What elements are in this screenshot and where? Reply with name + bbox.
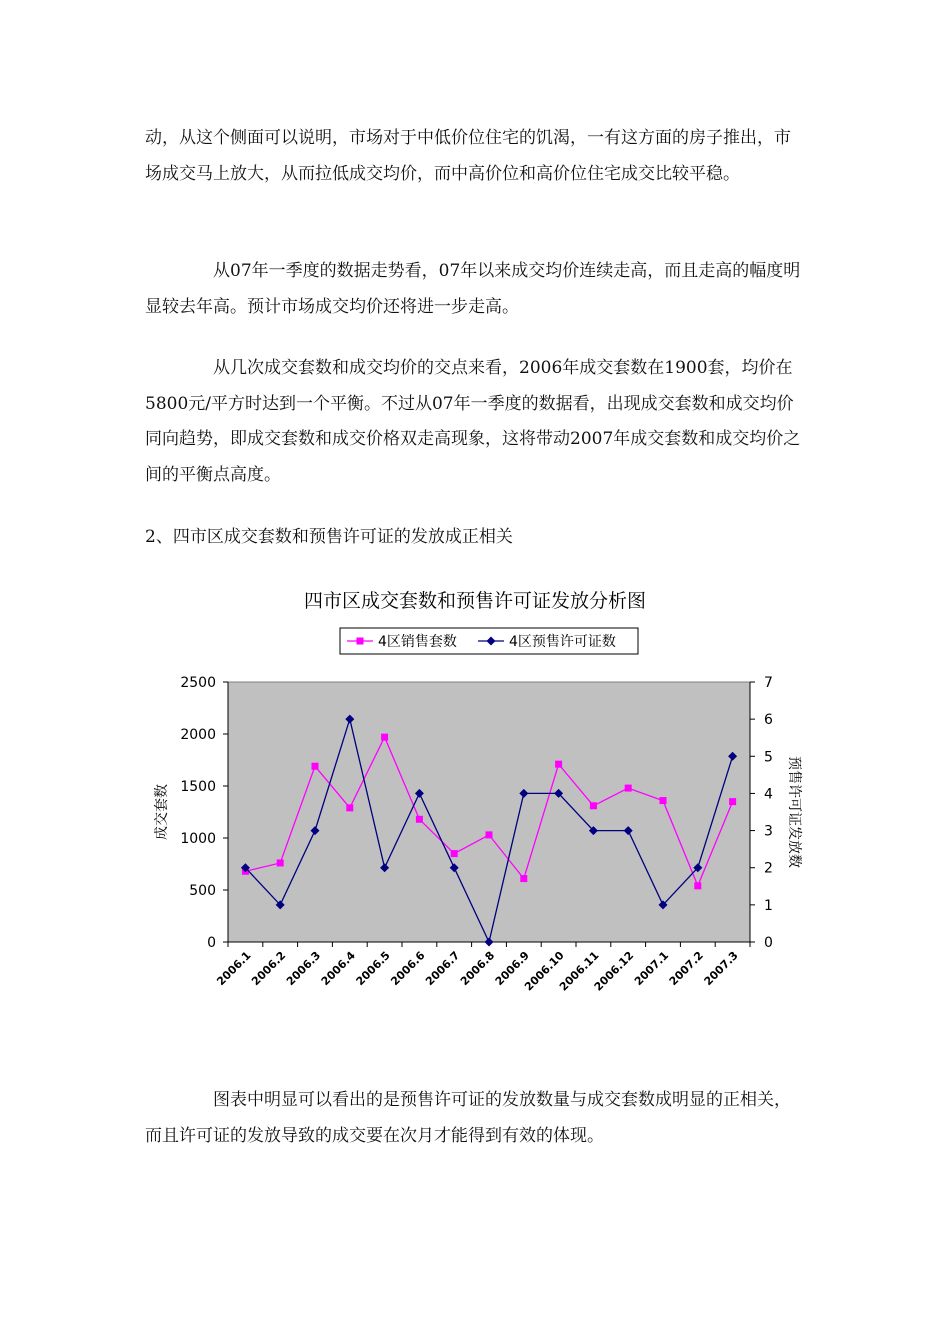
y2-axis-label: 预售许可证发放数: [786, 756, 802, 868]
legend-marker-sales: [357, 638, 364, 645]
right-tick-label: 6: [764, 712, 773, 729]
paragraph-3: 从几次成交套数和成交均价的交点来看，2006年成交套数在1900套，均价在5800元/平方时达到一个平衡。不过从07年一季度的数据看，出现成交套数和成交均价同向趋势，即成交套数和成交价格双走高现象，这将带动2007年成交套数和成交均价之间的平衡点高度。: [145, 358, 801, 485]
x-tick-label: 2006.11: [556, 948, 602, 994]
data-point-sales: [346, 804, 353, 811]
left-tick-label: 500: [189, 883, 216, 899]
x-tick-label: 2006.3: [283, 948, 324, 989]
data-point-sales: [729, 798, 736, 805]
legend-label-sales: 4区销售套数: [378, 634, 457, 650]
right-axis: [750, 675, 773, 951]
x-tick-label: 2006.8: [457, 948, 498, 989]
data-point-sales: [625, 785, 632, 792]
right-tick-label: 4: [764, 786, 773, 803]
right-tick-label: 0: [764, 935, 773, 951]
data-point-sales: [660, 797, 667, 804]
paragraph-1: 动，从这个侧面可以说明，市场对于中低价位住宅的饥渴，一有这方面的房子推出，市场成交马上放大，从而拉低成交均价，而中高价位和高价位住宅成交比较平稳。: [145, 128, 791, 184]
right-tick-label: 1: [764, 897, 773, 914]
right-tick-label: 3: [764, 823, 773, 840]
data-point-sales: [590, 802, 597, 809]
paragraph-2: 从07年一季度的数据走势看，07年以来成交均价连续走高，而且走高的幅度明显较去年高。预计市场成交均价还将进一步走高。: [145, 261, 801, 317]
data-point-sales: [520, 875, 527, 882]
left-tick-label: 2500: [180, 675, 216, 691]
right-tick-label: 5: [764, 749, 773, 766]
sales-permit-chart: [140, 575, 820, 1030]
data-point-sales: [486, 831, 493, 838]
x-tick-label: 2006.4: [318, 948, 358, 989]
data-point-sales: [277, 859, 284, 866]
x-tick-label: 2006.5: [353, 948, 393, 989]
chart-title: 四市区成交套数和预售许可证发放分析图: [303, 590, 647, 612]
data-point-sales: [312, 763, 319, 770]
data-point-sales: [694, 882, 701, 889]
left-tick-label: 1000: [180, 831, 216, 847]
data-point-sales: [381, 734, 388, 741]
data-point-sales: [451, 850, 458, 857]
x-tick-label: 2006.9: [492, 948, 532, 989]
left-tick-label: 1500: [180, 779, 216, 795]
data-point-sales: [416, 816, 423, 823]
legend-label-permits: 4区预售许可证数: [509, 634, 616, 650]
right-tick-label: 7: [764, 675, 773, 691]
x-tick-label: 2006.2: [249, 948, 289, 989]
x-tick-label: 2006.7: [423, 948, 463, 989]
left-tick-label: 0: [207, 935, 216, 951]
left-axis: [180, 675, 228, 951]
left-tick-label: 2000: [180, 727, 216, 743]
x-tick-label: 2006.6: [388, 948, 428, 989]
plot-area: [228, 682, 750, 942]
x-tick-label: 2007.1: [631, 948, 672, 989]
data-point-sales: [555, 761, 562, 768]
chart-legend: [340, 628, 638, 654]
x-axis: [214, 942, 750, 994]
right-tick-label: 2: [764, 860, 773, 877]
x-tick-label: 2007.2: [666, 948, 706, 989]
x-tick-label: 2006.10: [522, 948, 567, 994]
y-axis-label: 成交套数: [154, 784, 170, 840]
x-tick-label: 2006.1: [214, 948, 254, 989]
section-heading: 2、四市区成交套数和预售许可证的发放成正相关: [145, 527, 513, 547]
x-tick-label: 2007.3: [701, 948, 741, 989]
paragraph-4: 图表中明显可以看出的是预售许可证的发放数量与成交套数成明显的正相关，而且许可证的发放导致的成交要在次月才能得到有效的体现。: [145, 1090, 791, 1146]
x-tick-label: 2006.12: [591, 948, 637, 994]
